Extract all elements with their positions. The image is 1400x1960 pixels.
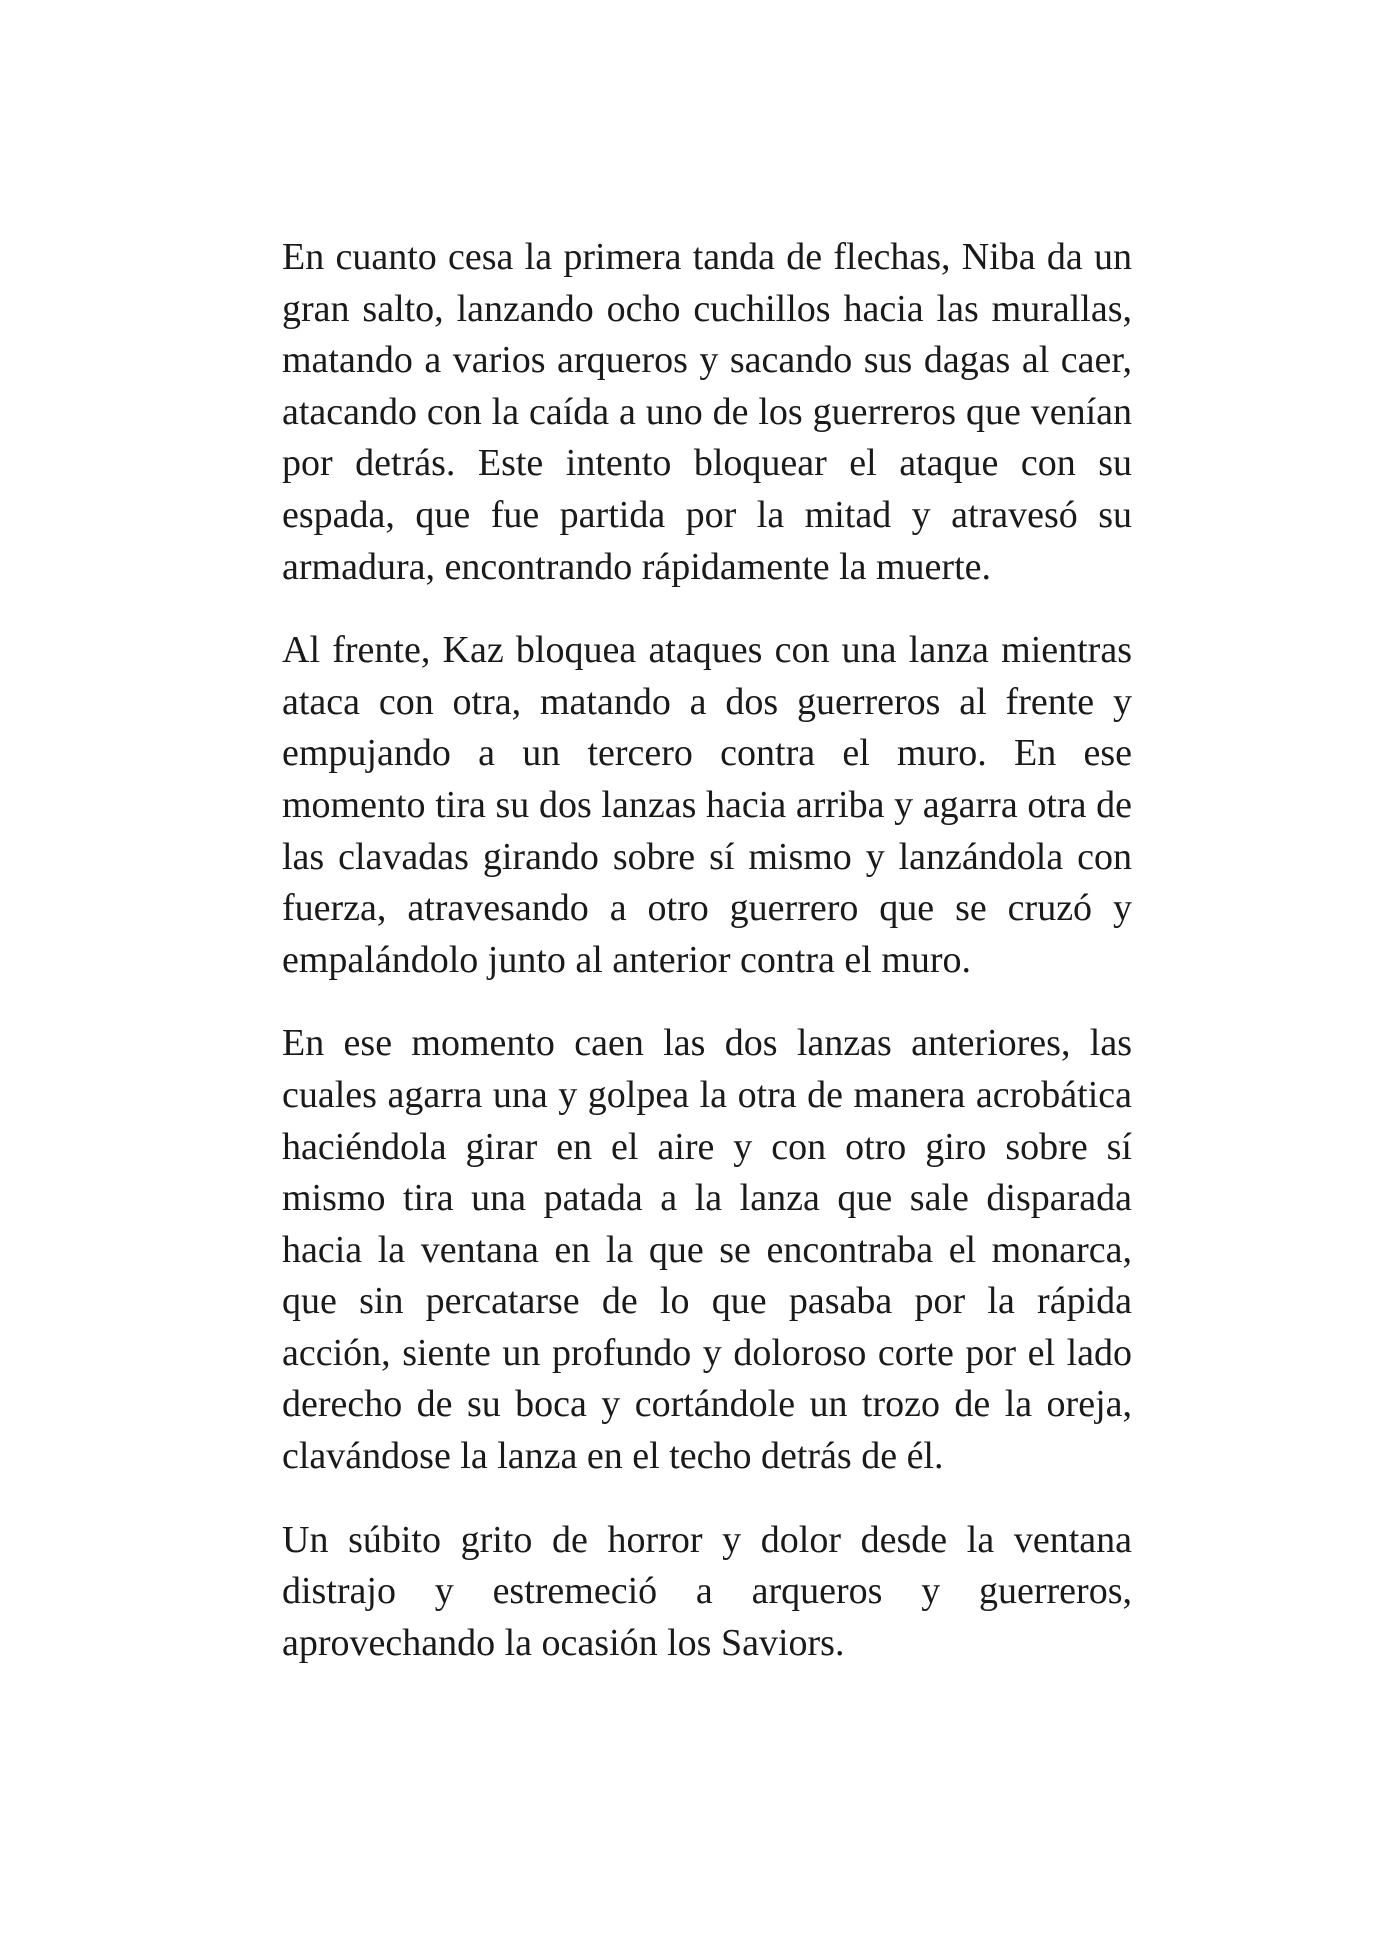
paragraph-2: Al frente, Kaz bloquea ataques con una lanza mientras ataca con otra, matando a dos guerreros al frente y empujando a un tercero contra el muro. En ese momento tira su dos lanzas hacia arriba y agarra otra de las clavadas girando sobre sí mismo y lanzándola con fuerza, atravesando a otro guerrero que se cruzó y empalándolo junto al anterior contra el muro. xyxy=(282,629,1132,981)
body-text xyxy=(282,232,1132,1701)
paragraph-3: En ese momento caen las dos lanzas anteriores, las cuales agarra una y golpea la otra de manera acrobática haciéndola girar en el aire y con otro giro sobre sí mismo tira una patada a la lanza que sale disparada hacia la ventana en la que se encontraba el monarca, que sin percatarse de lo que pasaba por la rápida acción, siente un profundo y doloroso corte por el lado derecho de su boca y cortándole un trozo de la oreja, clavándose la lanza en el techo detrás de él. xyxy=(282,1022,1132,1478)
paragraph-4: Un súbito grito de horror y dolor desde la ventana distrajo y estremeció a arqueros y guerreros, aprovechando la ocasión los Saviors. xyxy=(282,1518,1132,1664)
paragraph-1: En cuanto cesa la primera tanda de flechas, Niba da un gran salto, lanzando ocho cuchillos hacia las murallas, matando a varios arqueros y sacando sus dagas al caer, atacando con la caída a uno de los guerreros que venían por detrás. Este intento bloquear el ataque con su espada, que fue partida por la mitad y atravesó su armadura, encontrando rápidamente la muerte. xyxy=(282,236,1132,588)
